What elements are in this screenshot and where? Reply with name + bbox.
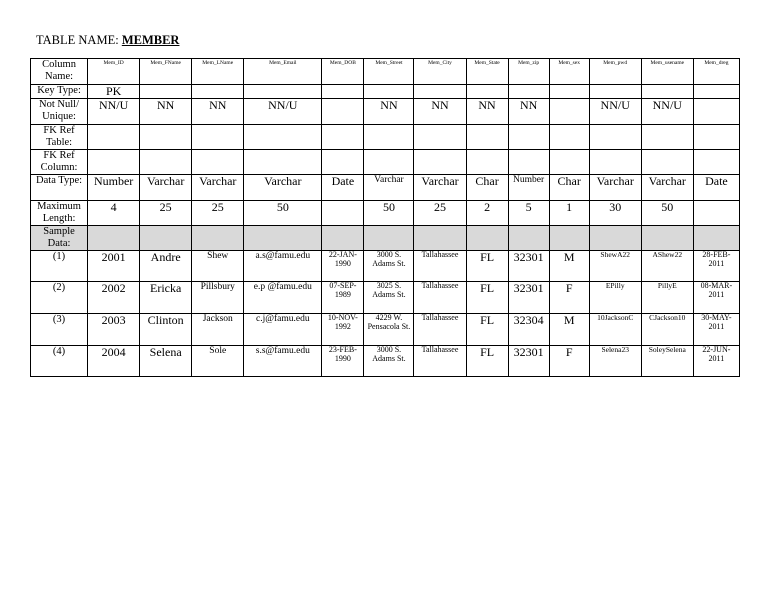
table-row [31, 346, 740, 377]
column-name-cell: Mem_dreg [693, 59, 739, 85]
data-type-cell: Varchar [641, 175, 693, 201]
cell-mem-sex: F [549, 282, 589, 314]
column-name-row [31, 59, 740, 85]
cell-mem-street: 3025 S. Adams St. [364, 282, 414, 314]
cell-mem-id: 2002 [88, 282, 140, 314]
cell-mem-dob: 10-NOV-1992 [322, 314, 364, 346]
cell-mem-email: s.s@famu.edu [244, 346, 322, 377]
not-null-cell: NN [414, 99, 466, 125]
key-type-cell [549, 85, 589, 99]
not-null-cell: NN/U [641, 99, 693, 125]
column-name-cell: Mem_ID [88, 59, 140, 85]
key-type-row [31, 85, 740, 99]
key-type-cell [414, 85, 466, 99]
table-row [31, 251, 740, 282]
cell-mem-city: Tallahassee [414, 282, 466, 314]
cell-mem-state: FL [466, 251, 508, 282]
data-type-cell: Date [693, 175, 739, 201]
key-type-cell [693, 85, 739, 99]
cell-mem-email: e.p @famu.edu [244, 282, 322, 314]
row-label: (2) [31, 282, 88, 314]
cell-mem-dreg: 22-JUN-2011 [693, 346, 739, 377]
not-null-cell [322, 99, 364, 125]
data-type-row [31, 175, 740, 201]
data-type-cell: Varchar [140, 175, 192, 201]
data-type-cell: Varchar [244, 175, 322, 201]
cell-mem-lname: Jackson [192, 314, 244, 346]
max-length-cell: 25 [140, 201, 192, 226]
row-label: (4) [31, 346, 88, 377]
row-label: Not Null/ Unique: [31, 99, 88, 125]
max-length-cell: 4 [88, 201, 140, 226]
key-type-cell [364, 85, 414, 99]
cell-mem-usename: SoleySelena [641, 346, 693, 377]
key-type-cell: PK [88, 85, 140, 99]
column-name-cell: Mem_sex [549, 59, 589, 85]
row-label: Maximum Length: [31, 201, 88, 226]
key-type-cell [140, 85, 192, 99]
row-label: (1) [31, 251, 88, 282]
cell-mem-city: Tallahassee [414, 346, 466, 377]
cell-mem-id: 2003 [88, 314, 140, 346]
cell-mem-dob: 22-JAN-1990 [322, 251, 364, 282]
row-label: Column Name: [31, 59, 88, 85]
column-name-cell: Mem_City [414, 59, 466, 85]
cell-mem-lname: Sole [192, 346, 244, 377]
not-null-cell [549, 99, 589, 125]
cell-mem-zip: 32301 [508, 251, 549, 282]
max-length-cell [693, 201, 739, 226]
key-type-cell [244, 85, 322, 99]
cell-mem-sex: M [549, 251, 589, 282]
title-prefix: TABLE NAME: [36, 33, 122, 47]
data-type-cell: Varchar [414, 175, 466, 201]
cell-mem-dreg: 08-MAR-2011 [693, 282, 739, 314]
not-null-row [31, 99, 740, 125]
cell-mem-pwd: EPilly [589, 282, 641, 314]
data-type-cell: Varchar [364, 175, 414, 201]
not-null-cell: NN [192, 99, 244, 125]
data-type-cell: Char [466, 175, 508, 201]
data-type-cell: Number [88, 175, 140, 201]
max-length-cell: 30 [589, 201, 641, 226]
row-label: Data Type: [31, 175, 88, 201]
cell-mem-email: a.s@famu.edu [244, 251, 322, 282]
cell-mem-email: c.j@famu.edu [244, 314, 322, 346]
key-type-cell [641, 85, 693, 99]
cell-mem-id: 2001 [88, 251, 140, 282]
data-type-cell: Varchar [589, 175, 641, 201]
cell-mem-street: 4229 W. Pensacola St. [364, 314, 414, 346]
fk-ref-table-row [31, 125, 740, 150]
row-label: Key Type: [31, 85, 88, 99]
cell-mem-zip: 32301 [508, 282, 549, 314]
cell-mem-usename: PillyE [641, 282, 693, 314]
max-length-cell: 25 [414, 201, 466, 226]
cell-mem-dreg: 30-MAY-2011 [693, 314, 739, 346]
cell-mem-sex: F [549, 346, 589, 377]
column-name-cell: Mem_FName [140, 59, 192, 85]
cell-mem-pwd: 10JacksonC [589, 314, 641, 346]
cell-mem-pwd: ShewA22 [589, 251, 641, 282]
max-length-cell: 1 [549, 201, 589, 226]
max-length-cell [322, 201, 364, 226]
max-length-cell: 50 [364, 201, 414, 226]
max-length-cell: 2 [466, 201, 508, 226]
cell-mem-fname: Clinton [140, 314, 192, 346]
cell-mem-street: 3000 S. Adams St. [364, 346, 414, 377]
column-name-cell: Mem_LName [192, 59, 244, 85]
column-name-cell: Mem_usename [641, 59, 693, 85]
table-name: MEMBER [121, 33, 180, 47]
row-label: Sample Data: [31, 226, 88, 251]
cell-mem-street: 3000 S. Adams St. [364, 251, 414, 282]
cell-mem-pwd: Selena23 [589, 346, 641, 377]
data-type-cell: Char [549, 175, 589, 201]
cell-mem-zip: 32304 [508, 314, 549, 346]
column-name-cell: Mem_Street [364, 59, 414, 85]
not-null-cell: NN/U [244, 99, 322, 125]
cell-mem-state: FL [466, 314, 508, 346]
data-type-cell: Number [508, 175, 549, 201]
cell-mem-fname: Ericka [140, 282, 192, 314]
key-type-cell [192, 85, 244, 99]
max-length-cell: 25 [192, 201, 244, 226]
table-row [31, 282, 740, 314]
not-null-cell: NN/U [88, 99, 140, 125]
sample-data-row [31, 226, 740, 251]
cell-mem-usename: AShew22 [641, 251, 693, 282]
cell-mem-city: Tallahassee [414, 314, 466, 346]
data-type-cell: Date [322, 175, 364, 201]
column-name-cell: Mem_DOB [322, 59, 364, 85]
not-null-cell: NN [508, 99, 549, 125]
cell-mem-id: 2004 [88, 346, 140, 377]
row-label: FK Ref Column: [31, 150, 88, 175]
max-length-cell: 5 [508, 201, 549, 226]
not-null-cell [693, 99, 739, 125]
cell-mem-lname: Shew [192, 251, 244, 282]
cell-mem-fname: Andre [140, 251, 192, 282]
data-type-cell: Varchar [192, 175, 244, 201]
cell-mem-usename: CJackson10 [641, 314, 693, 346]
key-type-cell [508, 85, 549, 99]
column-name-cell: Mem_pwd [589, 59, 641, 85]
cell-mem-dob: 07-SEP-1989 [322, 282, 364, 314]
cell-mem-fname: Selena [140, 346, 192, 377]
column-name-cell: Mem_Email [244, 59, 322, 85]
not-null-cell: NN [364, 99, 414, 125]
cell-mem-state: FL [466, 282, 508, 314]
cell-mem-dob: 23-FEB-1990 [322, 346, 364, 377]
not-null-cell: NN [466, 99, 508, 125]
column-name-cell: Mem_zip [508, 59, 549, 85]
column-name-cell: Mem_State [466, 59, 508, 85]
row-label: (3) [31, 314, 88, 346]
key-type-cell [466, 85, 508, 99]
not-null-cell: NN [140, 99, 192, 125]
cell-mem-city: Tallahassee [414, 251, 466, 282]
member-table [30, 58, 740, 377]
max-length-row [31, 201, 740, 226]
cell-mem-sex: M [549, 314, 589, 346]
cell-mem-state: FL [466, 346, 508, 377]
table-row [31, 314, 740, 346]
max-length-cell: 50 [641, 201, 693, 226]
page-title [36, 33, 179, 48]
not-null-cell: NN/U [589, 99, 641, 125]
key-type-cell [322, 85, 364, 99]
cell-mem-zip: 32301 [508, 346, 549, 377]
cell-mem-lname: Pillsbury [192, 282, 244, 314]
key-type-cell [589, 85, 641, 99]
max-length-cell: 50 [244, 201, 322, 226]
row-label: FK Ref Table: [31, 125, 88, 150]
cell-mem-dreg: 28-FEB-2011 [693, 251, 739, 282]
fk-ref-column-row [31, 150, 740, 175]
